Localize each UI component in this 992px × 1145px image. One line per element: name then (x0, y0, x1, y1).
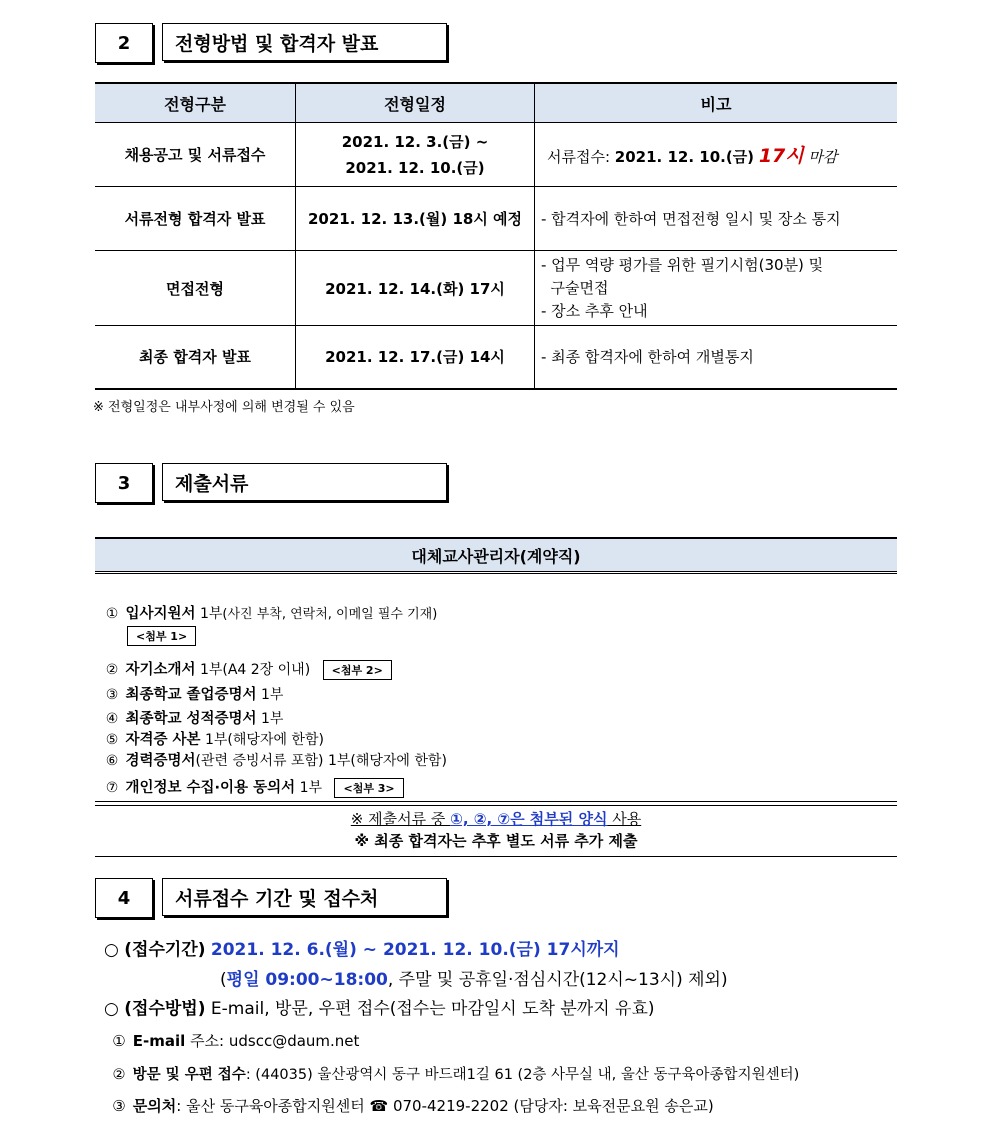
schedule-footnote: ※ 전형일정은 내부사정에 의해 변경될 수 있음 (93, 400, 355, 415)
document-item-6 (103, 749, 447, 770)
attachment-2-badge: <첨부 2> (323, 660, 392, 680)
attached-forms-link: ①, ②, ⑦은 첨부된 양식 (450, 810, 608, 828)
date-cell: 2021. 12. 13.(월) 18시 예정 (296, 187, 535, 251)
item-detail: 1부 (256, 711, 284, 727)
attachment-3-badge: <첨부 3> (334, 778, 403, 798)
attachment-1-row (119, 626, 196, 646)
item-extra: (사진 부착, 연락처, 이메일 필수 기재) (222, 607, 438, 622)
selection-schedule-table (95, 82, 897, 390)
hours-weekday: 평일 09:00~18:00 (226, 970, 388, 990)
documents-banner (95, 537, 897, 572)
item-name: 최종학교 졸업증명서 (125, 687, 257, 703)
item-detail: (관련 증빙서류 포함) 1부(해당자에 한함) (195, 753, 447, 769)
note-suffix: 마감 (808, 148, 838, 166)
item-detail: 1부(해당자에 한함) (200, 732, 324, 748)
note-line: 구술면접 (541, 278, 609, 297)
banner-title: 대체교사관리자(계약직) (411, 546, 581, 566)
header-schedule: 전형일정 (296, 83, 535, 123)
date-cell: 2021. 12. 14.(화) 17시 (296, 251, 535, 326)
stage-cell: 면접전형 (95, 251, 296, 326)
item-marker: ⑥ (105, 753, 119, 769)
header-note: 비고 (535, 83, 898, 123)
section-3-number: 3 (95, 463, 153, 503)
contact-value: : 울산 동구육아종합지원센터 ☎ 070-4219-2202 (담당자: 보육전문요원 송은교) (176, 1097, 714, 1115)
method-value: E-mail, 방문, 우편 접수(접수는 마감일시 도착 분까지 유효) (205, 999, 655, 1019)
period-label: (접수기간) (124, 940, 206, 960)
item-name: 개인정보 수집·이용 동의서 (125, 780, 296, 796)
note-cell (535, 123, 898, 187)
section-2-title: 전형방법 및 합격자 발표 (162, 23, 447, 61)
documents-bottom-rule (95, 856, 897, 857)
contact-email (110, 1030, 359, 1051)
table-row (95, 326, 897, 389)
application-method (104, 994, 655, 1019)
table-row (95, 123, 897, 187)
stage-cell: 서류전형 합격자 발표 (95, 187, 296, 251)
section-4-title: 서류접수 기간 및 접수처 (162, 878, 447, 916)
item-detail: 1부 (195, 606, 223, 622)
item-marker: ② (112, 1067, 126, 1083)
document-item-7 (103, 776, 404, 798)
item-marker: ② (105, 662, 119, 678)
method-label: (접수방법) (124, 999, 206, 1019)
contact-label: E-mail (132, 1032, 186, 1050)
item-marker: ① (105, 606, 119, 622)
note-suffix: 사용 (607, 810, 642, 828)
item-detail: 1부 (256, 687, 284, 703)
documents-note-1 (95, 808, 897, 829)
note-cell (535, 251, 898, 326)
header-stage: 전형구분 (95, 83, 296, 123)
note-prefix: ※ 제출서류 중 (350, 810, 451, 828)
item-marker: ① (112, 1032, 126, 1050)
hours-open: ( (220, 970, 227, 990)
item-marker: ③ (112, 1097, 126, 1115)
item-name: 입사지원서 (125, 606, 196, 622)
table-row (95, 251, 897, 326)
table-row (95, 187, 897, 251)
bullet-circle-icon: ○ (104, 999, 119, 1019)
attachment-1-badge: <첨부 1> (127, 626, 196, 646)
document-item-5 (103, 728, 324, 749)
item-marker: ⑤ (105, 732, 119, 748)
item-name: 최종학교 성적증명서 (125, 711, 257, 727)
section-4-number: 4 (95, 878, 153, 918)
date-line: 2021. 12. 3.(금) ~ (341, 132, 489, 151)
deadline-time: 17시 (758, 145, 804, 167)
document-item-1 (103, 602, 437, 623)
note-line: - 장소 추후 안내 (541, 301, 648, 320)
date-cell (296, 123, 535, 187)
documents-note-2: ※ 최종 합격자는 추후 별도 서류 추가 제출 (354, 832, 638, 850)
note-date: 2021. 12. 10.(금) (614, 148, 755, 166)
contact-value[interactable]: 주소: udscc@daum.net (185, 1032, 360, 1050)
stage-cell: 최종 합격자 발표 (95, 326, 296, 389)
period-value: 2021. 12. 6.(월) ~ 2021. 12. 10.(금) 17시까지 (210, 940, 620, 960)
item-name: 자격증 사본 (125, 732, 201, 748)
banner-divider (95, 573, 897, 574)
contact-label: 방문 및 우편 접수 (132, 1067, 246, 1083)
application-period (104, 935, 620, 960)
hours-rest: , 주말 및 공휴일·점심시간(12시~13시) 제외) (387, 970, 728, 990)
item-detail: 1부(A4 2장 이내) (195, 662, 311, 678)
item-marker: ④ (105, 711, 119, 727)
section-2-number: 2 (95, 23, 153, 63)
contact-label: 문의처 (132, 1097, 177, 1115)
application-hours (220, 965, 728, 990)
item-name: 자기소개서 (125, 662, 196, 678)
date-cell: 2021. 12. 17.(금) 14시 (296, 326, 535, 389)
note-line: - 업무 역량 평가를 위한 필기시험(30분) 및 (541, 255, 824, 274)
note-cell: - 합격자에 한하여 면접전형 일시 및 장소 통지 (535, 187, 898, 251)
item-name: 경력증명서 (125, 753, 196, 769)
documents-divider (95, 801, 897, 806)
note-prefix: 서류접수: (547, 148, 615, 166)
item-marker: ③ (105, 687, 119, 703)
document-item-2 (103, 658, 392, 680)
table-header-row (95, 83, 897, 123)
contact-address (110, 1063, 799, 1084)
contact-value: : (44035) 울산광역시 동구 바드래1길 61 (2층 사무실 내, 울산 동구육아종합지원센터) (245, 1067, 800, 1083)
date-line: 2021. 12. 10.(금) (345, 158, 485, 177)
item-detail: 1부 (295, 780, 323, 796)
document-item-4 (103, 707, 283, 728)
bullet-circle-icon: ○ (104, 940, 119, 960)
note-cell: - 최종 합격자에 한하여 개별통지 (535, 326, 898, 389)
contact-inquiry (110, 1095, 714, 1116)
section-3-title: 제출서류 (162, 463, 447, 501)
stage-cell: 채용공고 및 서류접수 (95, 123, 296, 187)
item-marker: ⑦ (105, 780, 119, 796)
document-item-3 (103, 683, 283, 704)
